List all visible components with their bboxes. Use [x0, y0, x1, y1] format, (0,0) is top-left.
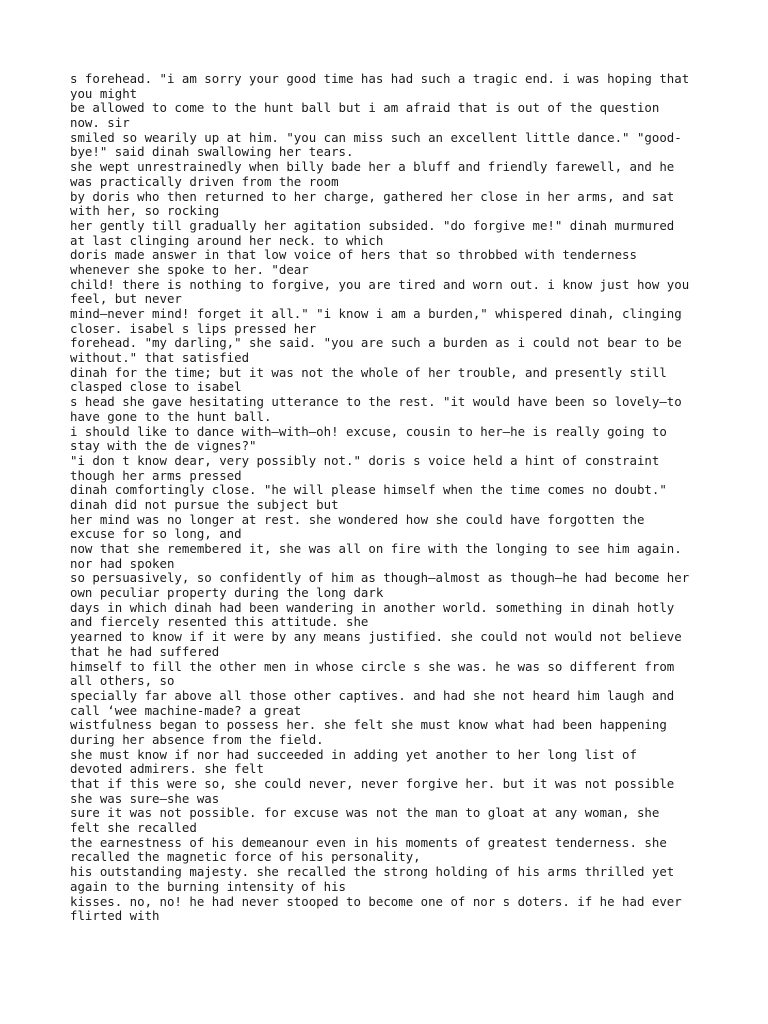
text-line: now that she remembered it, she was all on fire with the longing to see him again. — [70, 541, 682, 556]
document-page — [70, 72, 730, 924]
text-line: call ‘wee machine-made? a great — [70, 702, 302, 718]
text-line: clasped close to isabel — [70, 379, 242, 395]
text-line: be allowed to come to the hunt ball but i am afraid that is out of the question — [70, 100, 660, 116]
text-line: dinah for the time; but it was not the whole of her trouble, and presently still — [70, 364, 667, 380]
text-line: she was sure–she was — [70, 790, 220, 806]
text-line: i should like to dance with–with–oh! excuse, cousin to her–he is really going to — [70, 423, 667, 439]
text-line: have gone to the hunt ball. — [70, 408, 272, 424]
text-line: "i don t know dear, very possibly not." doris s voice held a hint of constraint — [70, 452, 660, 468]
text-line: all others, so — [70, 673, 175, 689]
text-line: again to the burning intensity of his — [70, 878, 347, 894]
text-line: smiled so wearily up at him. "you can miss such an excellent little dance." "good- — [70, 129, 682, 145]
text-line: feel, but never — [70, 291, 182, 307]
text-line: sure it was not possible. for excuse was not the man to gloat at any woman, she — [70, 805, 660, 821]
text-line: that if this were so, she could never, never forgive her. but it was not possible — [70, 776, 675, 791]
text-line: she must know if nor had succeeded in adding yet another to her long list of — [70, 746, 637, 762]
text-line: excuse for so long, and — [70, 526, 242, 542]
text-line: at last clinging around her neck. to which — [70, 232, 384, 248]
text-line: s forehead. "i am sorry your good time has had such a tragic end. i was hoping that — [70, 71, 690, 86]
text-line: closer. isabel s lips pressed her — [70, 320, 317, 336]
text-line: without." that satisfied — [70, 350, 250, 366]
text-line: dinah comfortingly close. "he will please himself when the time comes no doubt." — [70, 482, 667, 498]
text-line: nor had spoken — [70, 555, 175, 571]
text-line: now. sir — [70, 115, 130, 131]
text-line: though her arms pressed — [70, 467, 242, 483]
text-line: so persuasively, so confidently of him as though–almost as though–he had become her — [70, 570, 690, 586]
text-line: s head she gave hesitating utterance to the rest. "it would have been so lovely–to — [70, 394, 682, 410]
text-line: and fiercely resented this attitude. she — [70, 614, 369, 630]
text-line: during her absence from the field. — [70, 731, 324, 747]
text-line: own peculiar property during the long dark — [70, 585, 384, 601]
text-line: the earnestness of his demeanour even in his moments of greatest tenderness. she — [70, 834, 667, 850]
text-line: specially far above all those other captives. and had she not heard him laugh and — [70, 687, 675, 703]
text-line: child! there is nothing to forgive, you are tired and worn out. i know just how you — [70, 276, 690, 292]
text-line: stay with the de vignes?" — [70, 438, 257, 454]
text-line: doris made answer in that low voice of hers that so throbbed with tenderness — [70, 247, 637, 263]
text-line: that he had suffered — [70, 643, 220, 659]
body-text — [70, 72, 730, 924]
text-line: wistfulness began to possess her. she felt she must know what had been happening — [70, 717, 667, 733]
text-line: by doris who then returned to her charge, gathered her close in her arms, and sat — [70, 188, 675, 204]
text-line: yearned to know if it were by any means justified. she could not would not believe — [70, 629, 682, 645]
text-line: kisses. no, no! he had never stooped to become one of nor s doters. if he had ever — [70, 893, 682, 909]
text-line: his outstanding majesty. she recalled the strong holding of his arms thrilled yet — [70, 864, 675, 880]
text-line: himself to fill the other men in whose circle s she was. he was so different from — [70, 658, 675, 674]
text-line: mind–never mind! forget it all." "i know i am a burden," whispered dinah, clinging — [70, 306, 682, 321]
text-line: she wept unrestrainedly when billy bade her a bluff and friendly farewell, and he — [70, 159, 675, 175]
text-line: dinah did not pursue the subject but — [70, 496, 339, 512]
text-line: with her, so rocking — [70, 203, 220, 219]
text-line: days in which dinah had been wandering in another world. something in dinah hotly — [70, 599, 675, 615]
text-line: whenever she spoke to her. "dear — [70, 261, 309, 277]
text-line: recalled the magnetic force of his personality, — [70, 849, 421, 865]
text-line: devoted admirers. she felt — [70, 761, 264, 777]
text-line: her gently till gradually her agitation subsided. "do forgive me!" dinah murmured — [70, 217, 675, 233]
text-line: bye!" said dinah swallowing her tears. — [70, 144, 354, 160]
text-line: her mind was no longer at rest. she wondered how she could have forgotten the — [70, 511, 645, 527]
text-line: felt she recalled — [70, 820, 197, 836]
text-line: was practically driven from the room — [70, 173, 339, 189]
text-line: forehead. "my darling," she said. "you are such a burden as i could not bear to be — [70, 335, 682, 351]
text-line: you might — [70, 85, 138, 101]
text-line: flirted with — [70, 908, 160, 924]
